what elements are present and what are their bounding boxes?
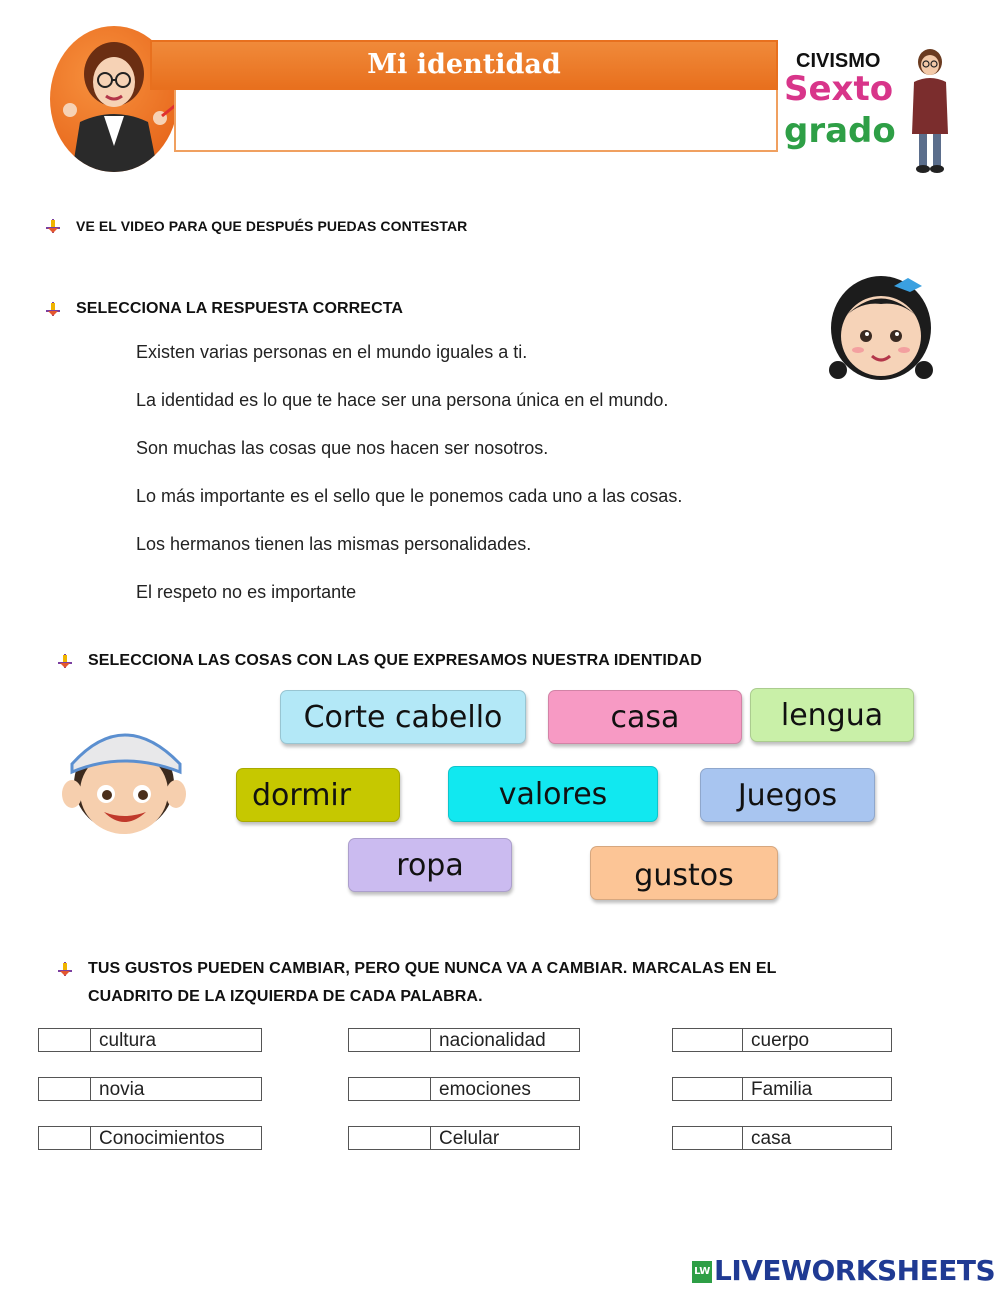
identity-heading: SELECCIONA LAS COSAS CON LAS QUE EXPRESAMOS NUESTRA IDENTIDAD	[88, 652, 702, 669]
checkbox-cell[interactable]	[39, 1029, 91, 1051]
statement-option[interactable]: Lo más importante es el sello que le ponemos cada uno a las cosas.	[136, 486, 683, 506]
liveworksheets-mark-icon: LW	[692, 1261, 712, 1283]
statement-option[interactable]: Existen varias personas en el mundo iguales a ti.	[136, 342, 528, 362]
word-option-ropa[interactable]	[348, 838, 512, 892]
bullet-icon	[46, 302, 60, 316]
checkbox-row	[38, 1126, 262, 1150]
checkbox-label: novia	[99, 1079, 145, 1100]
page-title: Mi identidad	[150, 40, 778, 90]
checkbox-row	[672, 1126, 892, 1150]
statement-option[interactable]: El respeto no es importante	[136, 582, 357, 602]
checkbox-row	[672, 1028, 892, 1052]
word-option-label: dormir	[252, 778, 352, 813]
brand-grado: grado	[784, 111, 896, 151]
checkbox-label: cultura	[99, 1030, 157, 1051]
student-girl-figure	[902, 46, 958, 174]
bullet-icon	[58, 962, 72, 976]
word-option-label: Juegos	[737, 778, 838, 813]
brand-civismo: CIVISMO	[796, 50, 881, 72]
checkbox-label: Conocimientos	[99, 1128, 225, 1149]
never-change-heading-line2: CUADRITO DE LA IZQUIERDA DE CADA PALABRA.	[88, 988, 483, 1005]
word-option-lengua[interactable]	[750, 688, 914, 742]
boy-face-illustration	[56, 712, 192, 838]
word-option-juegos[interactable]	[700, 768, 875, 822]
checkbox-row	[348, 1077, 580, 1101]
name-input[interactable]	[174, 90, 778, 152]
bullet-icon	[46, 219, 60, 233]
statement-option[interactable]: La identidad es lo que te hace ser una persona única en el mundo.	[136, 390, 669, 410]
checkbox-label: Familia	[751, 1079, 813, 1100]
checkbox-cell[interactable]	[39, 1127, 91, 1149]
checkbox-cell[interactable]	[673, 1029, 743, 1051]
checkbox-row	[38, 1028, 262, 1052]
bullet-icon	[58, 654, 72, 668]
checkbox-row	[38, 1077, 262, 1101]
checkbox-label: Celular	[439, 1128, 500, 1149]
checkbox-label: cuerpo	[751, 1030, 810, 1051]
liveworksheets-wordmark: LIVEWORKSHEETS	[714, 1254, 996, 1287]
brand-sexto: Sexto	[784, 69, 894, 109]
checkbox-cell[interactable]	[673, 1127, 743, 1149]
checkbox-label: nacionalidad	[439, 1030, 546, 1051]
checkbox-label: emociones	[439, 1079, 531, 1100]
checkbox-cell[interactable]	[349, 1127, 431, 1149]
word-option-label: gustos	[634, 858, 734, 893]
select-correct-heading: SELECCIONA LA RESPUESTA CORRECTA	[76, 300, 404, 317]
word-option-valores[interactable]	[448, 766, 658, 822]
word-option-label: casa	[610, 700, 680, 735]
checkbox-cell[interactable]	[39, 1078, 91, 1100]
word-option-dormir[interactable]	[236, 768, 400, 822]
statement-option[interactable]: Son muchas las cosas que nos hacen ser nosotros.	[136, 438, 549, 458]
liveworksheets-logo	[692, 1254, 995, 1287]
checkbox-cell[interactable]	[673, 1078, 743, 1100]
word-option-casa[interactable]	[548, 690, 742, 744]
statement-option[interactable]: Los hermanos tienen las mismas personalidades.	[136, 534, 532, 554]
word-option-label: valores	[498, 777, 608, 812]
word-option-gustos[interactable]	[590, 846, 778, 900]
word-option-label: Corte cabello	[303, 700, 503, 735]
checkbox-cell[interactable]	[349, 1029, 431, 1051]
checkbox-row	[672, 1077, 892, 1101]
girl-face-illustration	[824, 266, 938, 392]
never-change-heading-line1: TUS GUSTOS PUEDEN CAMBIAR, PERO QUE NUNCA VA A CAMBIAR. MARCALAS EN EL	[88, 960, 777, 977]
word-option-label: ropa	[396, 848, 464, 883]
word-option-corte-cabello[interactable]	[280, 690, 526, 744]
checkbox-row	[348, 1028, 580, 1052]
video-instruction: VE EL VIDEO PARA QUE DESPUÉS PUEDAS CONTESTAR	[76, 218, 468, 234]
word-option-label: lengua	[780, 698, 884, 733]
checkbox-label: casa	[751, 1128, 792, 1149]
checkbox-cell[interactable]	[349, 1078, 431, 1100]
checkbox-row	[348, 1126, 580, 1150]
